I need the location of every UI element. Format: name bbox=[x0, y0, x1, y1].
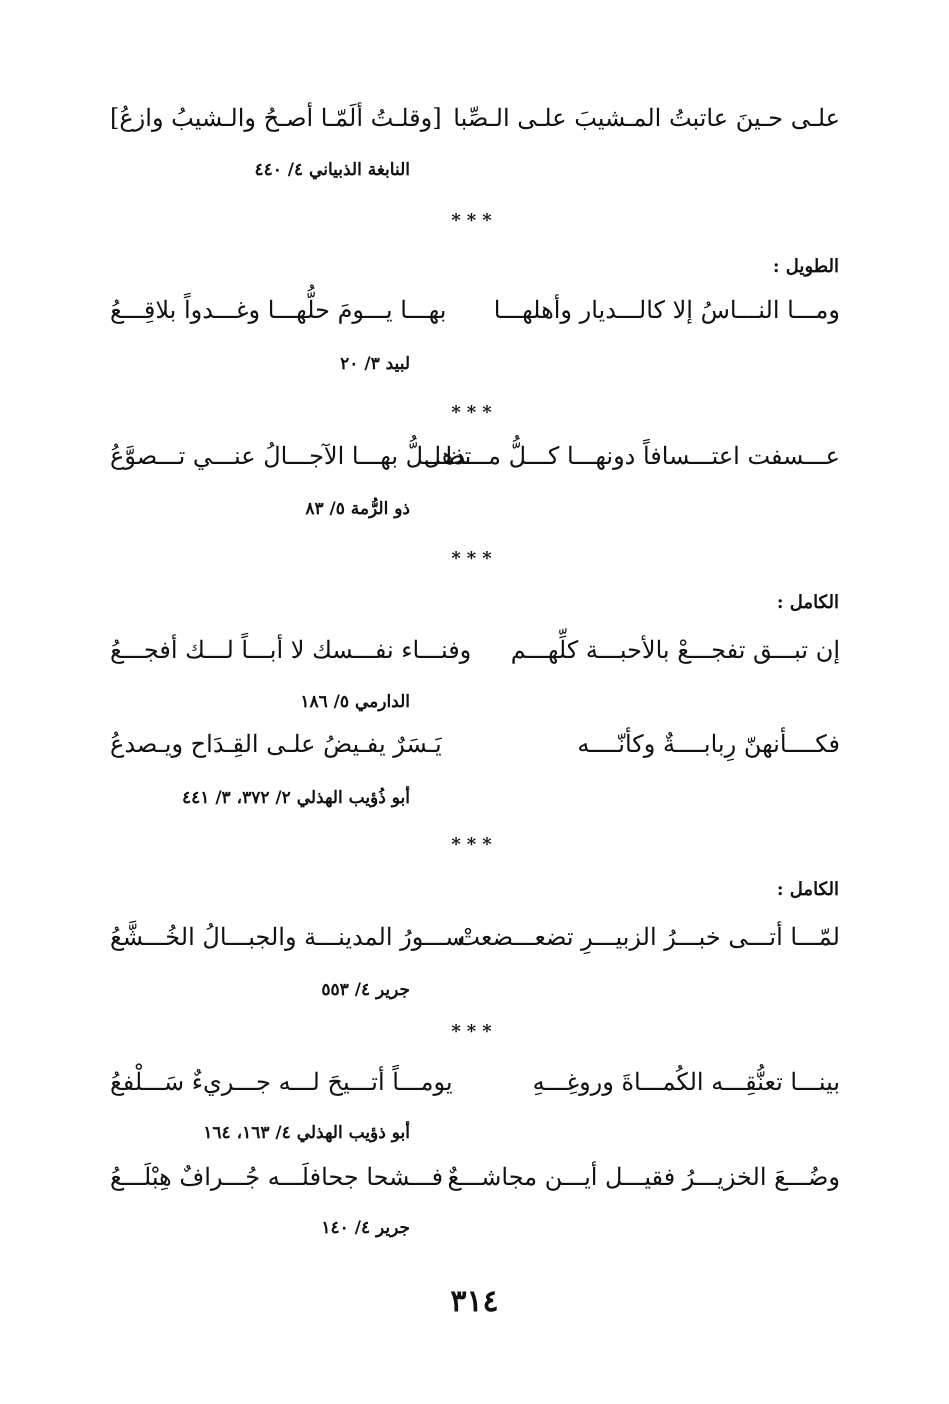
verse bbox=[110, 724, 840, 764]
verse bbox=[110, 98, 840, 138]
verse-attribution: الدارمي ٥/ ١٨٦ bbox=[300, 692, 410, 712]
section-separator: *** bbox=[451, 210, 498, 231]
verse-first-hemistich: علـى حـينَ عاتبتُ المـشيبَ علـى الـصِّبا bbox=[453, 104, 840, 132]
verse-attribution: أبو ذُؤيب الهذلي ٢/ ٣٧٢، ٣/ ٤٤١ bbox=[182, 788, 410, 808]
verse-first-hemistich: لمّـــا أتـــى خبـــرُ الزبيـــرِ تضعـــضعتْ bbox=[457, 923, 840, 951]
verse-attribution: ذو الرُّمة ٥/ ٨٣ bbox=[305, 499, 410, 519]
verse-attribution: لبيد ٣/ ٢٠ bbox=[340, 354, 410, 374]
verse-first-hemistich: عـــسفت اعتـــسافاً دونهـــا كـــلُّ مـــذهل bbox=[423, 442, 840, 470]
verse bbox=[110, 630, 840, 670]
meter-heading: الكامل : bbox=[776, 879, 839, 900]
page-number: ٣١٤ bbox=[450, 1284, 499, 1319]
verse-second-hemistich: [وقلـتُ ألَمّـا أصـحُ والـشيبُ وازعُ] bbox=[110, 104, 442, 132]
verse bbox=[110, 290, 840, 330]
verse-attribution: النابغة الذبياني ٤/ ٤٤٠ bbox=[254, 160, 410, 180]
verse-attribution: جرير ٤/ ١٤٠ bbox=[321, 1218, 410, 1238]
section-separator: *** bbox=[451, 548, 498, 569]
verse-second-hemistich: وفنـــاء نفـــسك لا أبـــاً لـــك أفجـــعُ bbox=[110, 636, 472, 664]
verse-first-hemistich: بينـــا تعنُّقِـــه الكُمـــاةَ وروغِـــهِ bbox=[532, 1068, 840, 1096]
verse-second-hemistich: ســـورُ المدينـــة والجبـــالُ الخُـــشَّعُ bbox=[110, 923, 466, 951]
verse-first-hemistich: وضُـــعَ الخزيـــرُ فقيـــل أيـــن مجاشـــعٌ bbox=[447, 1163, 840, 1191]
section-separator: *** bbox=[451, 1021, 498, 1042]
verse-first-hemistich: ومـــا النـــاسُ إلا كالـــديار وأهلهـــا bbox=[493, 296, 840, 324]
verse-first-hemistich: إن تبـــق تفجـــعْ بالأحبـــة كلِّهـــم bbox=[510, 636, 840, 664]
verse-second-hemistich: فـــشحا جحافلَـــه جُـــرافٌ هِبْلَـــعُ bbox=[110, 1163, 444, 1191]
verse-second-hemistich: تظـــلُّ بهـــا الآجـــالُ عنـــي تـــصوَّعُ bbox=[110, 442, 472, 470]
meter-heading: الطويل : bbox=[772, 256, 839, 277]
verse bbox=[110, 1157, 840, 1197]
section-separator: *** bbox=[451, 834, 498, 855]
verse bbox=[110, 917, 840, 957]
verse-second-hemistich: يَـسَرٌ يفـيضُ علـى القِـدَاح ويـصدعُ bbox=[110, 730, 442, 758]
verse-attribution: أبو ذؤيب الهذلي ٤/ ١٦٣، ١٦٤ bbox=[203, 1123, 410, 1143]
verse bbox=[110, 1062, 840, 1102]
verse-second-hemistich: يومـــاً أتـــيحَ لـــه جـــريءٌ سَـــلْفعُ bbox=[110, 1068, 453, 1096]
verse-first-hemistich: فكــــأنهنّ رِبابــــةٌ وكأنّــــه bbox=[577, 730, 840, 758]
verse-second-hemistich: بهـــا يـــومَ حلُّهـــا وغـــدواً بلاقِـــعُ bbox=[110, 296, 447, 324]
section-separator: *** bbox=[451, 402, 498, 423]
verse bbox=[110, 436, 840, 476]
verse-attribution: جرير ٤/ ٥٥٣ bbox=[321, 980, 410, 1000]
meter-heading: الكامل : bbox=[776, 592, 839, 613]
